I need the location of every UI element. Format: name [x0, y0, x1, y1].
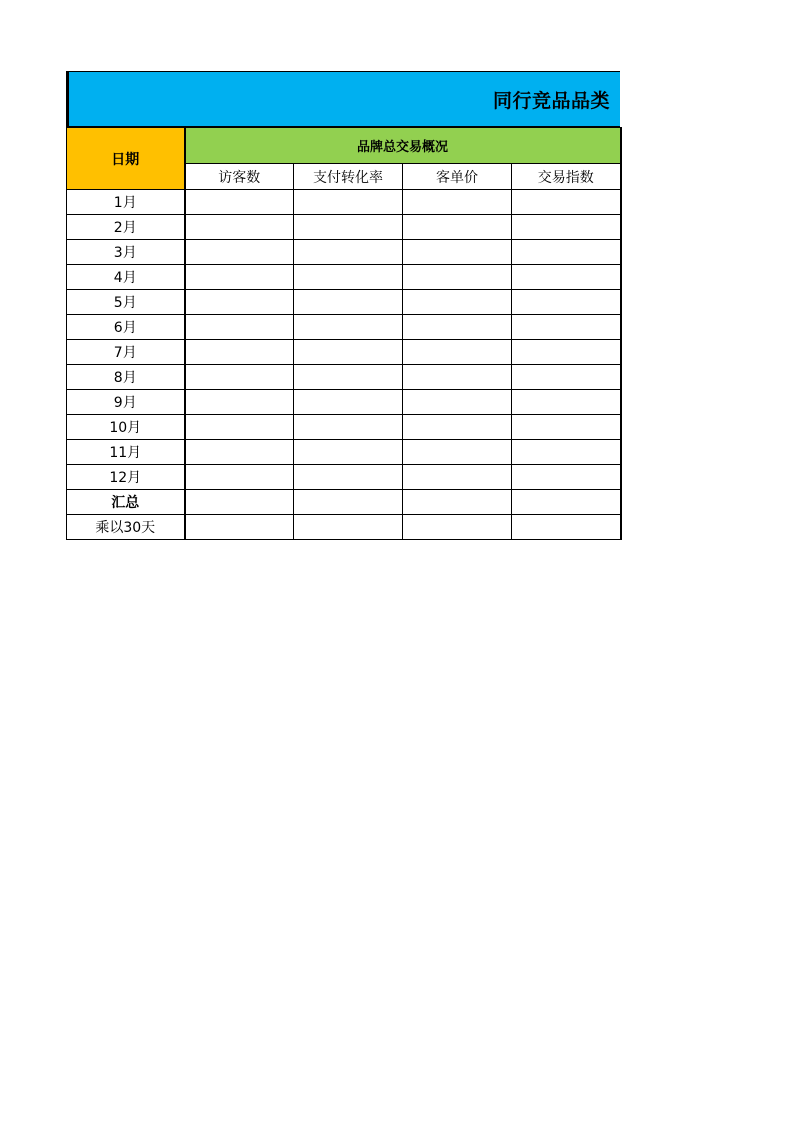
table-row: [67, 365, 621, 390]
data-cell[interactable]: [403, 240, 512, 265]
data-cell[interactable]: [512, 415, 621, 440]
data-cell[interactable]: [512, 215, 621, 240]
data-cell[interactable]: [185, 515, 294, 540]
data-cell[interactable]: [512, 490, 621, 515]
data-cell[interactable]: [294, 290, 403, 315]
data-cell[interactable]: [185, 440, 294, 465]
row-label-cell[interactable]: 4月: [67, 265, 185, 290]
data-cell[interactable]: [185, 240, 294, 265]
data-cell[interactable]: [512, 190, 621, 215]
data-cell[interactable]: [512, 440, 621, 465]
data-cell[interactable]: [294, 315, 403, 340]
table-row: [67, 215, 621, 240]
table-row: [67, 490, 621, 515]
data-cell[interactable]: [294, 490, 403, 515]
data-cell[interactable]: [403, 340, 512, 365]
table-row: [67, 265, 621, 290]
data-cell[interactable]: [185, 290, 294, 315]
data-cell[interactable]: [512, 365, 621, 390]
data-cell[interactable]: [294, 365, 403, 390]
table-row: [67, 440, 621, 465]
data-cell[interactable]: [185, 340, 294, 365]
data-cell[interactable]: [294, 390, 403, 415]
data-cell[interactable]: [512, 315, 621, 340]
table-row: [67, 465, 621, 490]
data-cell[interactable]: [403, 440, 512, 465]
row-label-cell[interactable]: 11月: [67, 440, 185, 465]
table-row: [67, 290, 621, 315]
column-header-visitors[interactable]: 访客数: [185, 164, 294, 190]
data-cell[interactable]: [512, 390, 621, 415]
data-cell[interactable]: [185, 465, 294, 490]
row-label-cell[interactable]: 9月: [67, 390, 185, 415]
table-row: [67, 190, 621, 215]
row-label-cell[interactable]: 1月: [67, 190, 185, 215]
data-cell[interactable]: [403, 365, 512, 390]
row-label-cell[interactable]: 12月: [67, 465, 185, 490]
data-cell[interactable]: [403, 490, 512, 515]
data-cell[interactable]: [185, 365, 294, 390]
data-cell[interactable]: [403, 265, 512, 290]
row-label-cell[interactable]: 乘以30天: [67, 515, 185, 540]
table-row: [67, 340, 621, 365]
data-cell[interactable]: [294, 265, 403, 290]
column-header-avg-order-value[interactable]: 客单价: [403, 164, 512, 190]
data-cell[interactable]: [185, 190, 294, 215]
data-cell[interactable]: [512, 465, 621, 490]
data-cell[interactable]: [403, 190, 512, 215]
data-cell[interactable]: [294, 215, 403, 240]
data-cell[interactable]: [403, 515, 512, 540]
data-cell[interactable]: [185, 315, 294, 340]
row-label-cell[interactable]: 10月: [67, 415, 185, 440]
table-row: [67, 415, 621, 440]
table-body: [67, 128, 621, 540]
data-cell[interactable]: [185, 215, 294, 240]
table-row: [67, 240, 621, 265]
data-cell[interactable]: [185, 265, 294, 290]
data-table: [66, 127, 622, 540]
row-label-cell[interactable]: 6月: [67, 315, 185, 340]
table-row: [67, 515, 621, 540]
data-cell[interactable]: [512, 340, 621, 365]
data-cell[interactable]: [294, 240, 403, 265]
column-header-trade-index[interactable]: 交易指数: [512, 164, 621, 190]
header-row-group: [67, 128, 621, 164]
column-header-conversion-rate[interactable]: 支付转化率: [294, 164, 403, 190]
row-label-cell[interactable]: 汇总: [67, 490, 185, 515]
data-cell[interactable]: [403, 390, 512, 415]
row-label-cell[interactable]: 2月: [67, 215, 185, 240]
data-cell[interactable]: [512, 240, 621, 265]
data-cell[interactable]: [403, 465, 512, 490]
data-cell[interactable]: [185, 390, 294, 415]
sheet-title: 同行竞品品类: [493, 90, 611, 112]
row-label-cell[interactable]: 7月: [67, 340, 185, 365]
data-cell[interactable]: [185, 415, 294, 440]
row-label-cell[interactable]: 5月: [67, 290, 185, 315]
data-cell[interactable]: [403, 315, 512, 340]
date-header-cell[interactable]: 日期: [67, 128, 185, 190]
data-cell[interactable]: [512, 265, 621, 290]
data-cell[interactable]: [294, 515, 403, 540]
table-row: [67, 390, 621, 415]
data-cell[interactable]: [403, 415, 512, 440]
row-label-cell[interactable]: 8月: [67, 365, 185, 390]
table-row: [67, 315, 621, 340]
data-cell[interactable]: [512, 290, 621, 315]
data-cell[interactable]: [403, 290, 512, 315]
title-bar: [66, 71, 620, 127]
data-cell[interactable]: [403, 215, 512, 240]
group-header-cell[interactable]: 品牌总交易概况: [185, 128, 621, 164]
data-cell[interactable]: [294, 465, 403, 490]
data-cell[interactable]: [294, 440, 403, 465]
data-cell[interactable]: [512, 515, 621, 540]
data-cell[interactable]: [294, 190, 403, 215]
data-cell[interactable]: [294, 340, 403, 365]
data-cell[interactable]: [294, 415, 403, 440]
row-label-cell[interactable]: 3月: [67, 240, 185, 265]
data-cell[interactable]: [185, 490, 294, 515]
spreadsheet-sheet: [66, 71, 620, 540]
